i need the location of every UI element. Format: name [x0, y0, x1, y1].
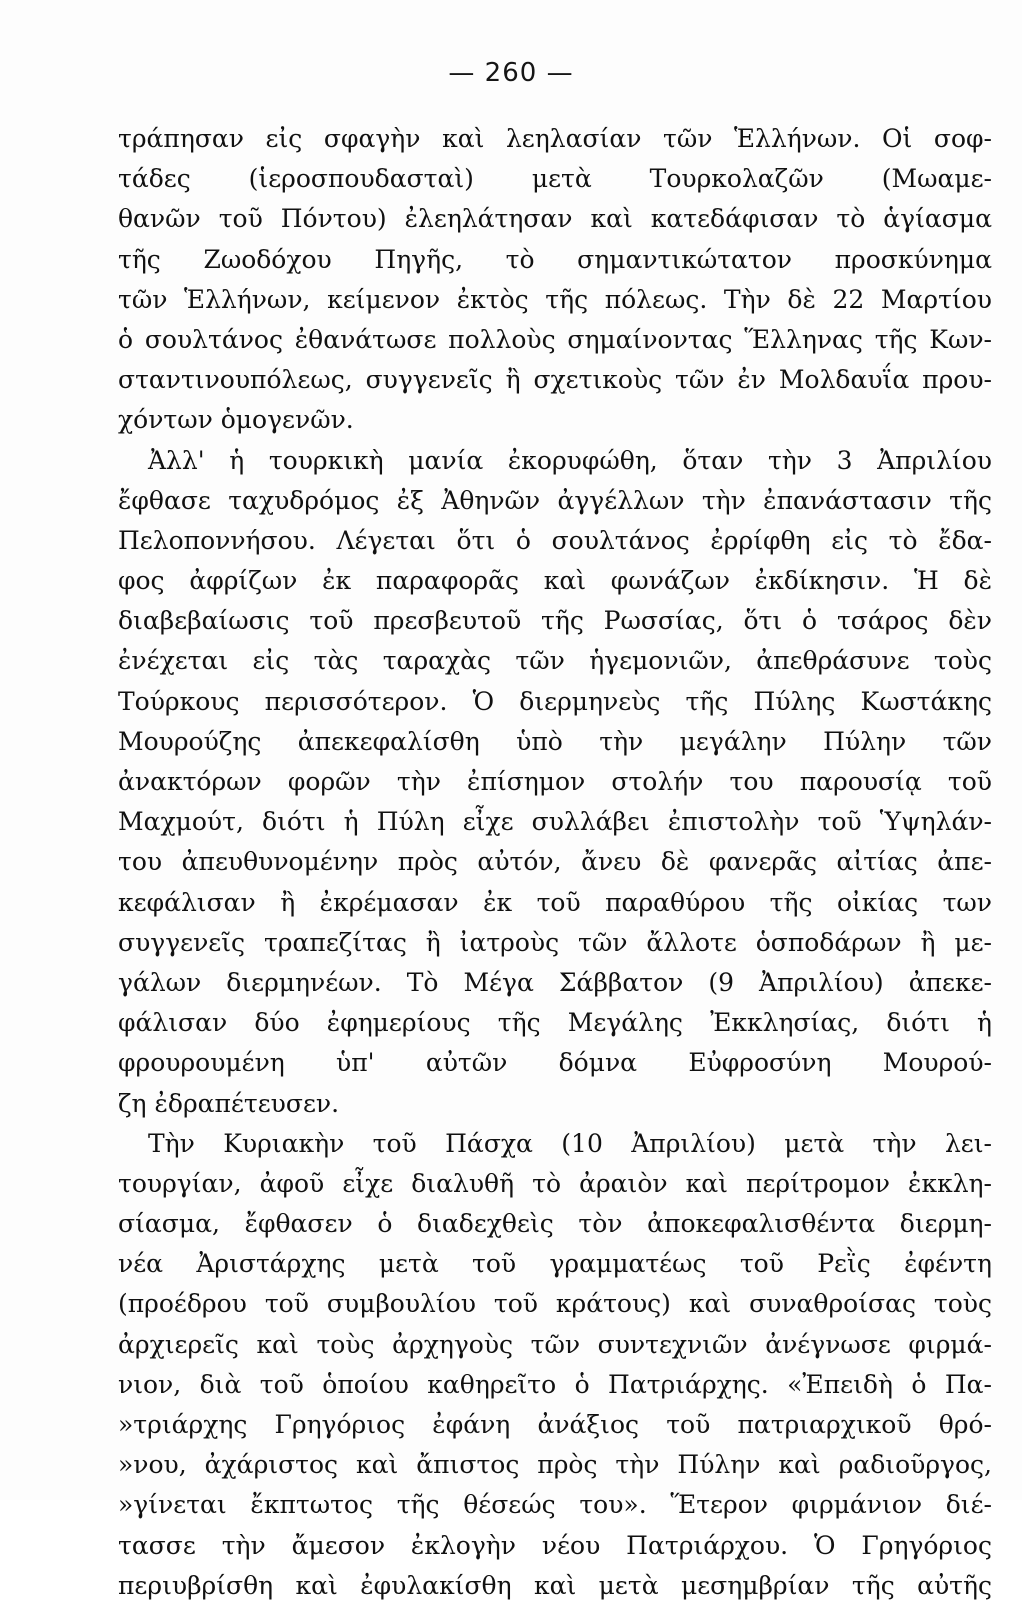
text-line: θανῶν τοῦ Πόντου) ἐλεηλάτησαν καὶ κατεδάφισαν τὸ ἁγίασμα [118, 204, 992, 234]
text-line: φρουρουμένη ὑπ' αὐτῶν δόμνα Εὐφροσύνη Μουρού- [118, 1048, 992, 1078]
text-line: διαβεβαίωσις τοῦ πρεσβευτοῦ τῆς Ρωσσίας, ὅτι ὁ τσάρος δὲν [118, 606, 992, 636]
text-line: »γίνεται ἔκπτωτος τῆς θέσεώς του». Ἕτερον φιρμάνιον διέ- [118, 1490, 992, 1520]
body-text [118, 119, 992, 1606]
page-number: — 260 — [448, 58, 574, 88]
text-line: χόντων ὁμογενῶν. [118, 405, 354, 435]
text-line: νέα Ἀριστάρχης μετὰ τοῦ γραμματέως τοῦ Ρεῒς ἐφέντη [118, 1249, 992, 1279]
text-line: (προέδρου τοῦ συμβουλίου τοῦ κράτους) καὶ συναθροίσας τοὺς [118, 1289, 992, 1319]
text-line: νιον, διὰ τοῦ ὁποίου καθηρεῖτο ὁ Πατριάρχης. «Ἐπειδὴ ὁ Πα- [118, 1369, 992, 1399]
text-line: τῶν Ἑλλήνων, κείμενον ἐκτὸς τῆς πόλεως. Τὴν δὲ 22 Μαρτίου [118, 284, 992, 314]
text-line: τάδες (ἱεροσπουδασταὶ) μετὰ Τουρκολαζῶν (Μωαμε- [118, 164, 992, 194]
text-line: »νου, ἀχάριστος καὶ ἄπιστος πρὸς τὴν Πύλην καὶ ραδιοῦργος, [118, 1450, 992, 1480]
text-line: φάλισαν δύο ἐφημερίους τῆς Μεγάλης Ἐκκλησίας, διότι ἡ [118, 1008, 992, 1038]
text-line: σίασμα, ἔφθασεν ὁ διαδεχθεὶς τὸν ἀποκεφαλισθέντα διερμη- [118, 1209, 992, 1239]
text-line: ἔφθασε ταχυδρόμος ἐξ Ἀθηνῶν ἀγγέλλων τὴν ἐπανάστασιν τῆς [118, 485, 992, 515]
text-line: κεφάλισαν ἢ ἐκρέμασαν ἐκ τοῦ παραθύρου τῆς οἰκίας των [118, 887, 992, 917]
text-line: γάλων διερμηνέων. Τὸ Μέγα Σάββατον (9 Ἀπριλίου) ἀπεκε- [118, 967, 992, 997]
text-line: ἐνέχεται εἰς τὰς ταραχὰς τῶν ἡγεμονιῶν, ἀπεθράσυνε τοὺς [118, 646, 992, 676]
text-line: συγγενεῖς τραπεζίτας ἢ ἰατροὺς τῶν ἄλλοτε ὁσποδάρων ἢ με- [118, 927, 992, 957]
text-line: Ἀλλ' ἡ τουρκικὴ μανία ἐκορυφώθη, ὅταν τὴν 3 Ἀπριλίου [148, 445, 992, 475]
text-line: Μουρούζης ἀπεκεφαλίσθη ὑπὸ τὴν μεγάλην Πύλην τῶν [118, 726, 992, 756]
text-line: τράπησαν εἰς σφαγὴν καὶ λεηλασίαν τῶν Ἑλλήνων. Οἱ σοφ- [118, 124, 992, 153]
text-line: φος ἀφρίζων ἐκ παραφορᾶς καὶ φωνάζων ἐκδίκησιν. Ἡ δὲ [118, 566, 992, 596]
text-line: Τὴν Κυριακὴν τοῦ Πάσχα (10 Ἀπριλίου) μετὰ τὴν λει- [148, 1128, 992, 1158]
text-line: περιυβρίσθη καὶ ἐφυλακίσθη καὶ μετὰ μεσημβρίαν τῆς αὐτῆς [118, 1570, 992, 1600]
text-line: ζη ἐδραπέτευσεν. [118, 1088, 340, 1118]
text-line: του ἀπευθυνομένην πρὸς αὐτόν, ἄνευ δὲ φανερᾶς αἰτίας ἀπε- [118, 847, 992, 877]
text-line: Μαχμούτ, διότι ἡ Πύλη εἶχε συλλάβει ἐπιστολὴν τοῦ Ὑψηλάν- [118, 807, 992, 837]
text-line: Πελοποννήσου. Λέγεται ὅτι ὁ σουλτάνος ἐρρίφθη εἰς τὸ ἔδα- [118, 525, 992, 555]
text-line: Τούρκους περισσότερον. Ὁ διερμηνεὺς τῆς Πύλης Κωστάκης [118, 686, 992, 716]
text-line: »τριάρχης Γρηγόριος ἐφάνη ἀνάξιος τοῦ πατριαρχικοῦ θρό- [118, 1410, 992, 1439]
text-line: ἀρχιερεῖς καὶ τοὺς ἀρχηγοὺς τῶν συντεχνιῶν ἀνέγνωσε φιρμά- [118, 1329, 992, 1359]
text-line: ἀνακτόρων φορῶν τὴν ἐπίσημον στολήν του παρουσίᾳ τοῦ [118, 767, 992, 796]
text-line: τῆς Ζωοδόχου Πηγῆς, τὸ σημαντικώτατον προσκύνημα [118, 244, 992, 274]
text-line: τασσε τὴν ἄμεσον ἐκλογὴν νέου Πατριάρχου. Ὁ Γρηγόριος [118, 1530, 992, 1560]
text-line: τουργίαν, ἀφοῦ εἶχε διαλυθῆ τὸ ἀραιὸν καὶ περίτρομον ἐκκλη- [118, 1168, 992, 1198]
text-line: σταντινουπόλεως, συγγενεῖς ἢ σχετικοὺς τῶν ἐν Μολδαυΐα πρου- [118, 365, 992, 395]
text-line: ὁ σουλτάνος ἐθανάτωσε πολλοὺς σημαίνοντας Ἕλληνας τῆς Κων- [118, 324, 992, 354]
